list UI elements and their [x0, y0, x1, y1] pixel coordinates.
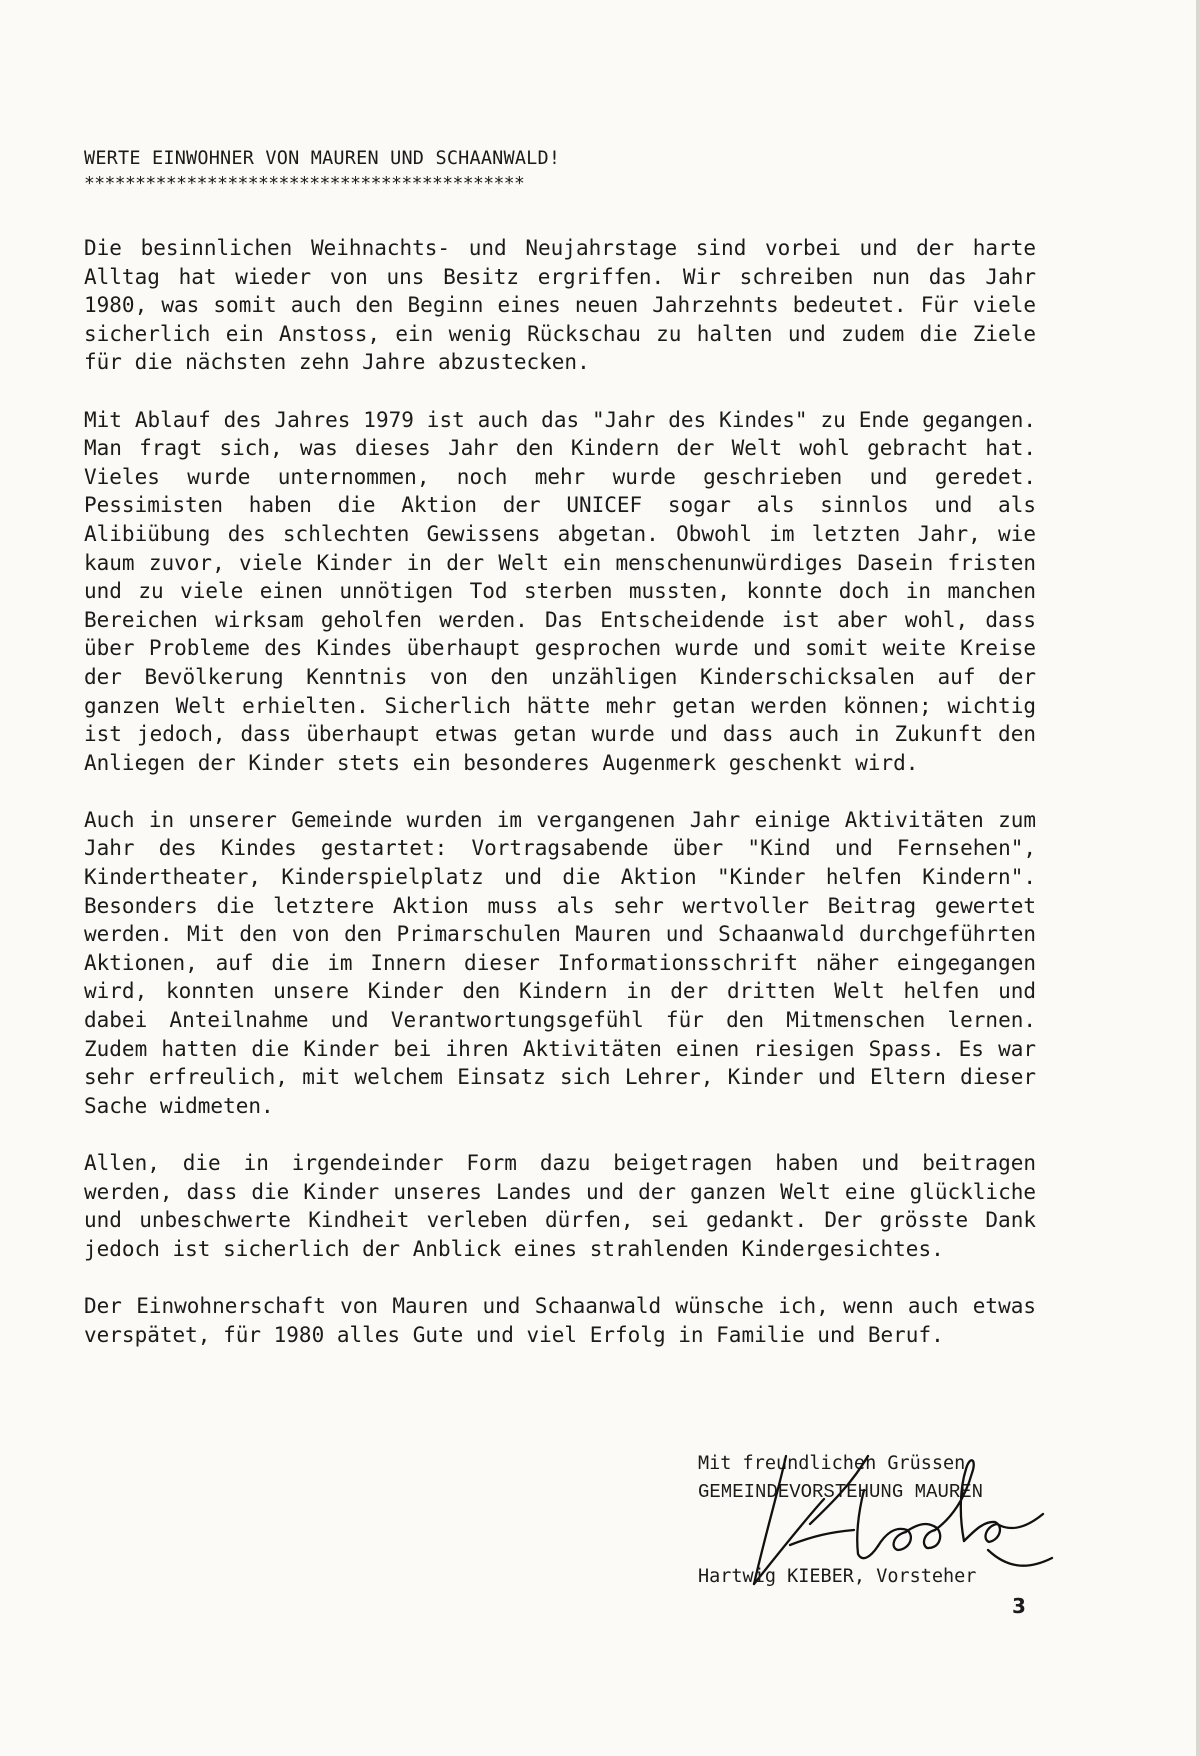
paragraph-1: Die besinnlichen Weihnachts- und Neujahrstage sind vorbei und der harte Alltag hat wieder von uns Besitz ergriffen. Wir schreiben nun das Jahr 1980, was somit auch den Beginn eines neuen Jahrzehnts bedeutet. Für viele sicherlich ein Anstoss, ein wenig Rückschau zu halten und zudem die Ziele für die nächsten zehn Jahre abzustecken. [84, 236, 1036, 375]
closing-greeting: Mit freundlichen Grüssen [698, 1453, 966, 1474]
paragraph-5: Der Einwohnerschaft von Mauren und Schaanwald wünsche ich, wenn auch etwas verspätet, für 1980 alles Gute und viel Erfolg in Familie und Beruf. [84, 1293, 1036, 1347]
paragraph-4: Allen, die in irgendeinder Form dazu beigetragen haben und beitragen werden, dass die Kinder unseres Landes und der ganzen Welt eine glückliche und unbeschwerte Kindheit verleben dürfen, sei gedankt. Der grösste Dank jedoch ist sicherlich der Anblick eines strahlenden Kindergesichtes. [84, 1151, 1036, 1261]
page-number: 3 [1012, 1594, 1026, 1618]
paragraph-3: Auch in unserer Gemeinde wurden im vergangenen Jahr einige Aktivitäten zum Jahr des Kindes gestartet: Vortragsabende über "Kind und Fernsehen", Kindertheater, Kinderspielplatz und die Aktion "Kinder helfen Kindern". Besonders die letztere Aktion muss als sehr wertvoller Beitrag gewertet werden. Mit den von den Primarschulen Mauren und Schaanwald durchgeführten Aktionen, auf die im Innern dieser Informationsschrift näher eingegangen wird, konnten unsere Kinder den Kindern in der dritten Welt helfen und dabei Anteilnahme und Verantwortungsgefühl für den Mitmenschen lernen. Zudem hatten die Kinder bei ihren Aktivitäten einen riesigen Spass. Es war sehr erfreulich, mit welchem Einsatz sich Lehrer, Kinder und Eltern dieser Sache widmeten. [84, 807, 1036, 1118]
letter-body [84, 234, 1036, 1378]
paragraph-2: Mit Ablauf des Jahres 1979 ist auch das "Jahr des Kindes" zu Ende gegangen. Man fragt sich, was dieses Jahr den Kindern der Welt wohl gebracht hat. Vieles wurde unternommen, noch mehr wurde geschrieben und geredet. Pessimisten haben die Aktion der UNICEF sogar als sinnlos und als Alibiübung des schlechten Gewissens abgetan. Obwohl im letzten Jahr, wie kaum zuvor, viele Kinder in der Welt ein menschenunwürdiges Dasein fristen und zu viele einen unnötigen Tod sterben mussten, konnte doch in manchen Bereichen wirksam geholfen werden. Das Entscheidende ist aber wohl, dass über Probleme des Kindes überhaupt gesprochen wurde und somit weite Kreise der Bevölkerung Kenntnis von den unzähligen Kinderschicksalen auf der ganzen Welt erhielten. Sicherlich hätte mehr getan werden können; wichtig ist jedoch, dass überhaupt etwas getan wurde und dass auch in Zukunft den Anliegen der Kinder stets ein besonderes Augenmerk geschenkt wird. [84, 407, 1036, 775]
closing-signer: Hartwig KIEBER, Vorsteher [698, 1566, 977, 1587]
closing-office: GEMEINDEVORSTEHUNG MAUREN [698, 1481, 984, 1503]
page-edge [1196, 0, 1200, 1756]
letter-heading: WERTE EINWOHNER VON MAUREN UND SCHAANWALD! [84, 148, 561, 169]
heading-separator: ******************************************* [84, 173, 525, 194]
